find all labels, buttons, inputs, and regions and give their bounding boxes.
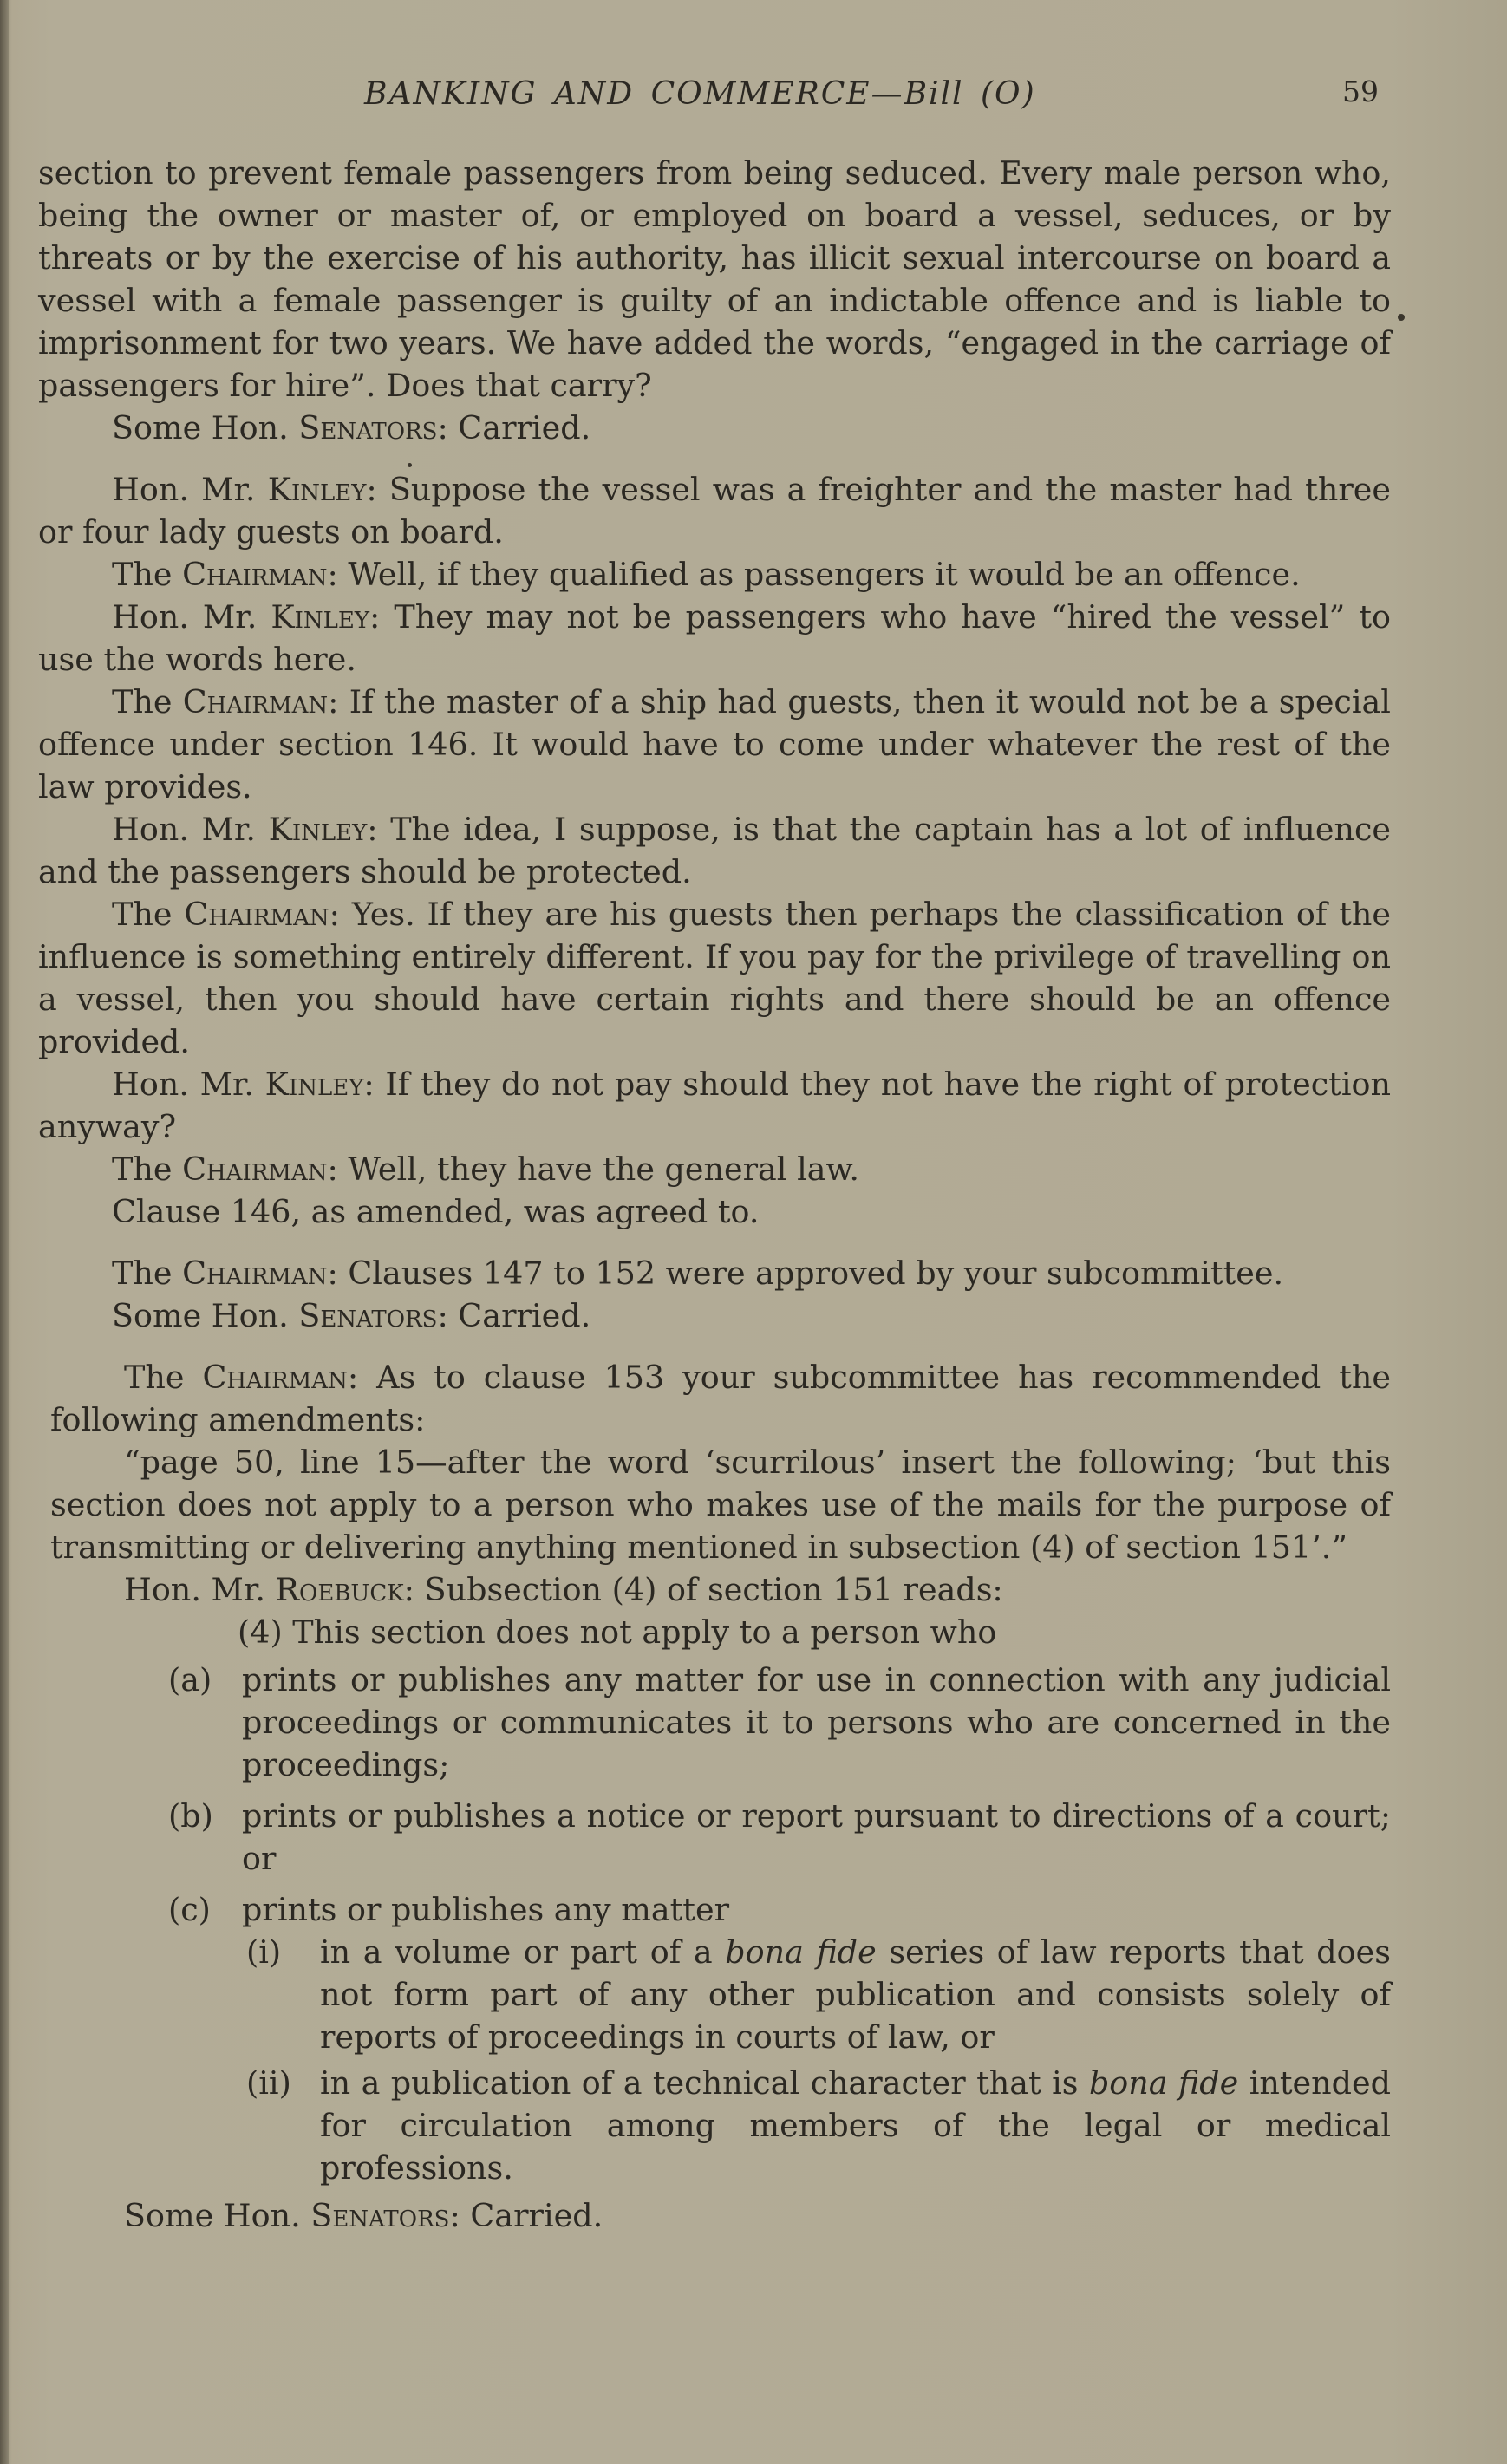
paragraph-senators-carried-3 xyxy=(38,2194,1391,2237)
speech-text: Subsection (4) of section 151 reads: xyxy=(424,1571,1003,1608)
speaker-chairman: Chairman: xyxy=(184,896,340,933)
statute-text-ii-post: intended for circulation among members of the legal or medical professions. xyxy=(320,2064,1391,2187)
speech-text: As to clause 153 your subcommittee has recommended the following amendments: xyxy=(50,1359,1391,1438)
speaker-hon-mr: Hon. Mr. xyxy=(124,1571,265,1608)
page-number: 59 xyxy=(1342,75,1379,108)
paragraph-kinley-4 xyxy=(38,1063,1391,1148)
speech-text: If they do not pay should they not have the right of protection anyway? xyxy=(38,1066,1391,1145)
statute-label-i: (i) xyxy=(246,1933,282,1971)
paragraph-chairman-6 xyxy=(38,1356,1391,1441)
speaker-the: The xyxy=(112,683,173,720)
paragraph-kinley-2 xyxy=(38,596,1391,681)
paragraph-chairman-1 xyxy=(38,553,1391,596)
speaker-kinley: Kinley: xyxy=(264,1066,375,1103)
statute-text-i-pre: in a volume or part of a xyxy=(320,1933,713,1971)
statute-label-b: (b) xyxy=(168,1797,213,1835)
paragraph-roebuck xyxy=(38,1568,1391,1611)
speech-text: Well, if they qualified as passengers it would be an offence. xyxy=(348,556,1301,593)
speaker-hon-mr: Hon. Mr. xyxy=(112,811,256,848)
paragraph-chairman-4 xyxy=(38,1148,1391,1190)
speaker-the: The xyxy=(112,1255,173,1292)
speaker-the: The xyxy=(112,1151,173,1188)
speaker-kinley: Kinley: xyxy=(271,598,381,636)
speaker-the: The xyxy=(112,896,173,933)
speaker-senators: Senators: xyxy=(298,409,448,447)
statute-text-a: prints or publishes any matter for use in connection with any judicial proceedings or communicates it to persons who are concerned in the proceedings; xyxy=(242,1661,1391,1783)
paragraph-senators-carried-2 xyxy=(38,1294,1391,1337)
statute-label-a: (a) xyxy=(168,1661,212,1698)
page-binding-edge xyxy=(0,0,9,2464)
speaker-hon-mr: Hon. Mr. xyxy=(112,471,256,508)
speaker-chairman: Chairman: xyxy=(182,1255,338,1292)
transcript-body xyxy=(38,152,1391,2237)
speaker-kinley: Kinley: xyxy=(268,811,378,848)
amendment-quote: “page 50, line 15—after the word ‘scurrilous’ insert the following; ‘but this section does not apply to a person who makes use of the mails for the purpose of transmitting or delivering anything mentioned in subsection (4) of section 151’.” xyxy=(50,1444,1391,1566)
speech-text: If the master of a ship had guests, then it would not be a special offence under section 146. It would have to come under whatever the rest of the law provides. xyxy=(38,683,1391,805)
paragraph-chairman-2 xyxy=(38,681,1391,808)
statute-text-b: prints or publishes a notice or report pursuant to directions of a court; or xyxy=(242,1797,1391,1877)
statute-item-b xyxy=(38,1795,1391,1880)
speech-text: They may not be passengers who have “hired the vessel” to use the words here. xyxy=(38,598,1391,678)
statute-text-i-italic: bona fide xyxy=(725,1933,877,1971)
paragraph-chairman-continued: section to prevent female passengers from being seduced. Every male person who, being the owner or master of, or employed on board a vessel, seduces, or by threats or by the exercise of his authority, has illicit sexual intercourse on board a vessel with a female passenger is guilty of an indictable offence and is liable to imprisonment for two years. We have added the words, “engaged in the carriage of passengers for hire”. Does that carry? xyxy=(38,154,1391,404)
speech-text: Carried. xyxy=(458,1297,591,1334)
speaker-chairman: Chairman: xyxy=(182,1151,338,1188)
statute-item-a xyxy=(38,1659,1391,1786)
speech-text: Carried. xyxy=(458,409,591,447)
statute-item-c xyxy=(38,1888,1391,1931)
speaker-some-hon: Some Hon. xyxy=(112,409,289,447)
speech-text: Clauses 147 to 152 were approved by your subcommittee. xyxy=(348,1255,1284,1292)
speech-text: Well, they have the general law. xyxy=(348,1151,860,1188)
speaker-some-hon: Some Hon. xyxy=(112,1297,289,1334)
speaker-the: The xyxy=(112,556,173,593)
paragraph-chairman-5 xyxy=(38,1252,1391,1294)
paragraph-kinley-3 xyxy=(38,808,1391,893)
speaker-senators: Senators: xyxy=(310,2197,460,2234)
paragraph-senators-carried xyxy=(38,407,1391,449)
speaker-hon-mr: Hon. Mr. xyxy=(112,598,258,636)
statute-label-c: (c) xyxy=(168,1891,211,1928)
statute-text-ii-italic: bona fide xyxy=(1088,2064,1239,2102)
scan-speck xyxy=(408,463,412,467)
speaker-senators: Senators: xyxy=(298,1297,448,1334)
statute-item-c-ii xyxy=(38,2062,1391,2189)
speaker-hon-mr: Hon. Mr. xyxy=(112,1066,254,1103)
scan-speck xyxy=(1398,314,1405,321)
speech-text: Suppose the vessel was a freighter and the master had three or four lady guests on board. xyxy=(38,471,1391,551)
speech-text: Yes. If they are his guests then perhaps the classification of the influence is something entirely different. If you pay for the privilege of travelling on a vessel, then you should have certain rights and there should be an offence provided. xyxy=(38,896,1391,1060)
speaker-kinley: Kinley: xyxy=(267,471,377,508)
statute-text-i-post: series of law reports that does not form part of any other publication and consists solely of reports of proceedings in courts of law, or xyxy=(320,1933,1391,2056)
paragraph-clause-146-agreed: Clause 146, as amended, was agreed to. xyxy=(112,1193,760,1230)
page-header xyxy=(0,76,1507,120)
speaker-roebuck: Roebuck: xyxy=(275,1571,414,1608)
speech-text: The idea, I suppose, is that the captain has a lot of influence and the passengers should be protected. xyxy=(38,811,1392,890)
statute-subsection-4-lead: (4) This section does not apply to a person who xyxy=(238,1613,997,1651)
speaker-chairman: Chairman: xyxy=(182,556,338,593)
speaker-some-hon: Some Hon. xyxy=(124,2197,301,2234)
statute-text-c: prints or publishes any matter xyxy=(242,1891,730,1928)
paragraph-kinley-1 xyxy=(38,468,1391,553)
statute-text-ii-pre: in a publication of a technical character that is xyxy=(320,2064,1079,2102)
statute-label-ii: (ii) xyxy=(246,2064,291,2102)
running-head: BANKING AND COMMERCE—Bill (O) xyxy=(364,76,1036,112)
speaker-chairman: Chairman: xyxy=(182,683,339,720)
statute-item-c-i xyxy=(38,1931,1391,2058)
speaker-the: The xyxy=(124,1359,185,1396)
paragraph-chairman-3 xyxy=(38,893,1391,1063)
speaker-chairman: Chairman: xyxy=(202,1359,359,1396)
speech-text: Carried. xyxy=(470,2197,603,2234)
